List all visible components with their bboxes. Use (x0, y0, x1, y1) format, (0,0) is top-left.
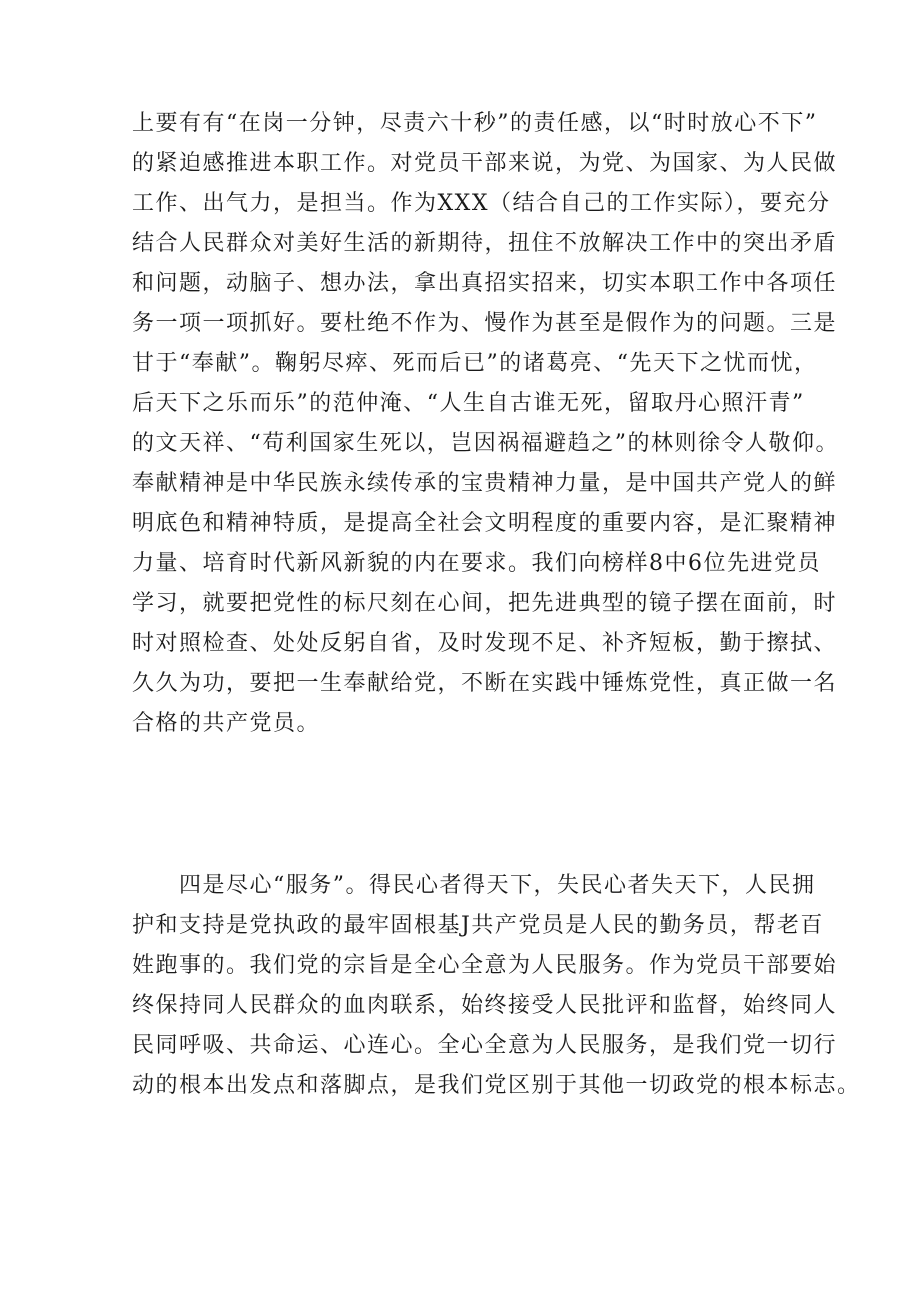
text-line: 时对照检查、处处反躬自省，及时发现不足、补齐短板，勤于擦拭、 (132, 631, 838, 656)
text-line: 动的根本出发点和落脚点，是我们党区别于其他一切政党的根本标志。 (132, 1073, 861, 1098)
text-line: 合格的共产党员。 (132, 711, 321, 736)
text-line: 务一项一项抓好。要杜绝不作为、慢作为甚至是假作为的问题。三是 (132, 311, 838, 336)
text-line: 护和支持是党执政的最牢固根基J共产党员是人民的勤务员，帮老百 (132, 913, 824, 938)
text-line: 的紧迫感推进本职工作。对党员干部来说，为党、为国家、为人民做 (132, 151, 838, 176)
text-line: 民同呼吸、共命运、心连心。全心全意为人民服务，是我们党一切行 (132, 1033, 838, 1058)
text-line: 上要有有“在岗一分钟，尽责六十秒”的责任感，以“时时放心不下” (132, 111, 818, 136)
text-line: 工作、出气力，是担当。作为XXX（结合自己的工作实际），要充分 (132, 191, 831, 216)
text-line: 姓跑事的。我们党的宗旨是全心全意为人民服务。作为党员干部要始 (132, 953, 838, 978)
paragraph-2 (132, 866, 861, 1106)
paragraph-1 (132, 104, 839, 744)
text-line: 的文天祥、“苟利国家生死以，岂因祸福避趋之”的林则徐令人敬仰。 (132, 431, 839, 456)
text-line: 奉献精神是中华民族永续传承的宝贵精神力量，是中国共产党人的鲜 (132, 471, 838, 496)
text-line: 明底色和精神特质，是提高全社会文明程度的重要内容，是汇聚精神 (132, 511, 838, 536)
text-line: 久久为功，要把一生奉献给党，不断在实践中锤炼党性，真正做一名 (132, 671, 838, 696)
text-line: 和问题，动脑子、想办法，拿出真招实招来，切实本职工作中各项任 (132, 271, 838, 296)
text-line: 四是尽心“服务”。得民心者得天下，失民心者失天下，人民拥 (132, 873, 816, 898)
text-line: 后天下之乐而乐”的范仲淹、“人生自古谁无死，留取丹心照汗青” (132, 391, 805, 416)
text-line: 结合人民群众对美好生活的新期待，扭住不放解决工作中的突出矛盾 (132, 231, 838, 256)
text-line: 学习，就要把党性的标尺刻在心间，把先进典型的镜子摆在面前，时 (132, 591, 838, 616)
text-line: 甘于“奉献”。鞠躬尽瘁、死而后已”的诸葛亮、“先天下之忧而忧， (132, 351, 818, 376)
text-line: 力量、培育时代新风新貌的内在要求。我们向榜样8中6位先进党员 (132, 551, 821, 576)
text-line: 终保持同人民群众的血肉联系，始终接受人民批评和监督，始终同人 (132, 993, 838, 1018)
